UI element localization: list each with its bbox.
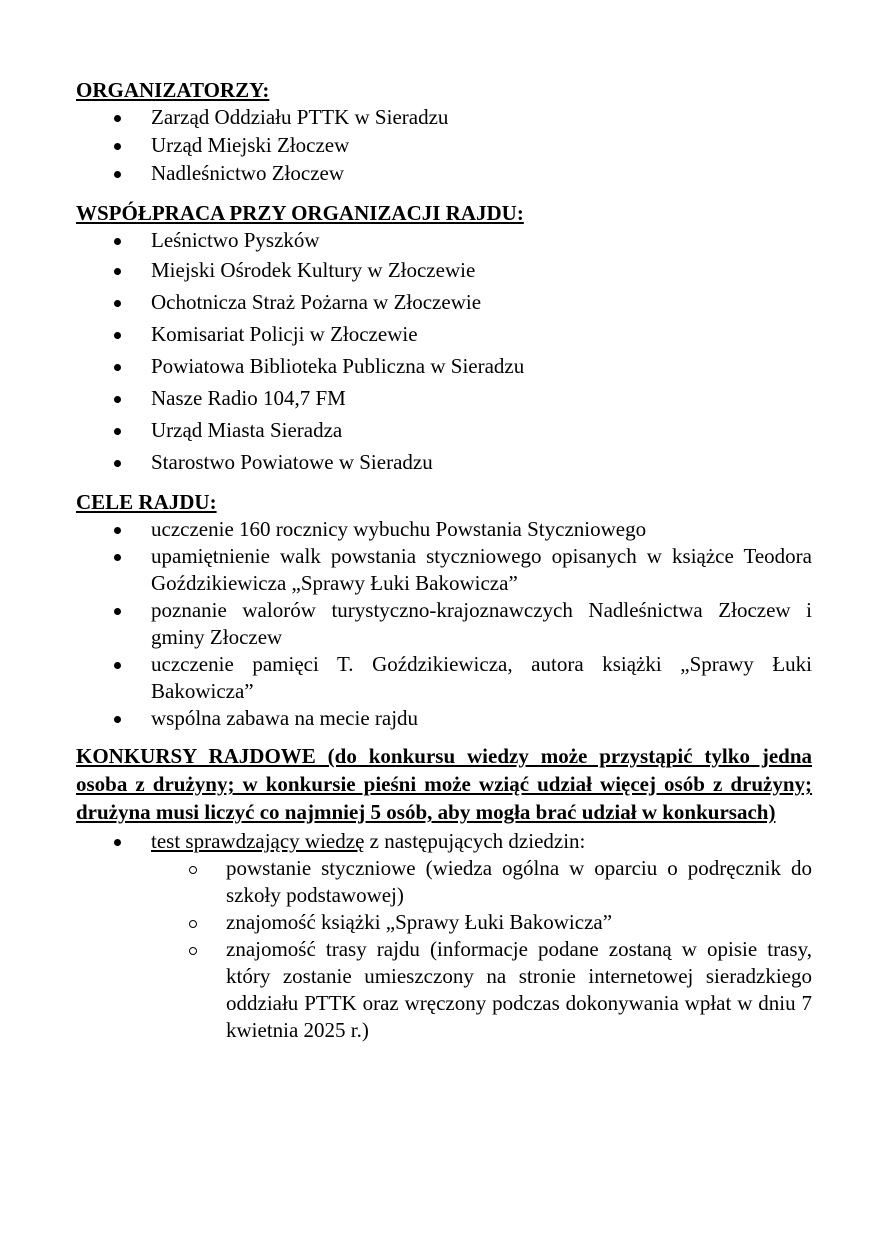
document-content [76, 77, 812, 1044]
bullet-icon [114, 396, 121, 403]
bullet-icon [114, 171, 121, 178]
topic-text: powstanie styczniowe (wiedza ogólna w oparciu o podręcznik do szkoły podstawowej) [226, 856, 812, 907]
list-item [76, 353, 812, 385]
bullet-icon [114, 716, 121, 723]
partner-name: Ochotnicza Straż Pożarna w Złoczewie [151, 290, 482, 314]
test-description: z następujących dziedzin: [364, 829, 586, 853]
bullet-icon [114, 527, 121, 534]
partner-name: Powiatowa Biblioteka Publiczna w Sieradzu [151, 354, 525, 378]
list-item [76, 449, 812, 477]
partner-name: Leśnictwo Pyszków [151, 228, 320, 252]
goals-list [76, 516, 812, 732]
list-item [76, 132, 812, 160]
goal-text: upamiętnienie walk powstania styczniowego opisanych w książce Teodora Goździkiewicza „Sprawy Łuki Bakowicza” [151, 544, 812, 595]
bullet-icon [114, 143, 121, 150]
goals-heading: CELE RAJDU: [76, 490, 217, 514]
list-item [76, 516, 812, 543]
list-item [76, 705, 812, 732]
bullet-icon [114, 332, 121, 339]
organizers-heading: ORGANIZATORZY: [76, 78, 270, 102]
bullet-icon [114, 460, 121, 467]
bullet-icon [114, 268, 121, 275]
partner-name: Komisariat Policji w Złoczewie [151, 322, 418, 346]
circle-bullet-icon [189, 920, 197, 928]
cooperation-heading: WSPÓŁPRACA PRZY ORGANIZACJI RAJDU: [76, 201, 524, 225]
bullet-icon [114, 662, 121, 669]
goal-text: wspólna zabawa na mecie rajdu [151, 706, 419, 730]
topic-text: znajomość trasy rajdu (informacje podane zostaną w opisie trasy, który zostanie umieszczony na stronie internetowej sieradzkiego oddziału PTTK oraz wręczony podczas dokonywania wpłat w dniu 7 kwietnia 2025 r.) [226, 937, 812, 1042]
contests-list [76, 828, 812, 855]
list-item [76, 321, 812, 353]
topic-text: znajomość książki „Sprawy Łuki Bakowicza” [226, 910, 613, 934]
bullet-icon [114, 115, 121, 122]
list-item [76, 651, 812, 705]
list-item [76, 417, 812, 449]
bullet-icon [114, 428, 121, 435]
list-item [76, 936, 812, 1044]
bullet-icon [114, 238, 121, 245]
partner-name: Starostwo Powiatowe w Sieradzu [151, 450, 433, 474]
bullet-icon [114, 839, 121, 846]
list-item [76, 160, 812, 188]
list-item [76, 289, 812, 321]
organizers-list [76, 104, 812, 188]
circle-bullet-icon [189, 866, 197, 874]
list-item [76, 227, 812, 257]
bullet-icon [114, 300, 121, 307]
list-item [76, 828, 812, 855]
list-item [76, 257, 812, 289]
goal-text: uczczenie 160 rocznicy wybuchu Powstania Styczniowego [151, 517, 647, 541]
organizer-name: Nadleśnictwo Złoczew [151, 161, 345, 185]
list-item [76, 385, 812, 417]
organizer-name: Zarząd Oddziału PTTK w Sieradzu [151, 105, 449, 129]
test-topics-list [76, 855, 812, 1044]
list-item [76, 104, 812, 132]
bullet-icon [114, 608, 121, 615]
list-item [76, 855, 812, 909]
test-label: test sprawdzający wiedzę [151, 829, 365, 853]
bullet-icon [114, 554, 121, 561]
partner-name: Miejski Ośrodek Kultury w Złoczewie [151, 258, 476, 282]
list-item [76, 909, 812, 936]
list-item [76, 543, 812, 597]
partner-name: Nasze Radio 104,7 FM [151, 386, 346, 410]
organizer-name: Urząd Miejski Złoczew [151, 133, 350, 157]
partner-name: Urząd Miasta Sieradza [151, 418, 343, 442]
goal-text: poznanie walorów turystyczno-krajoznawczych Nadleśnictwa Złoczew i gminy Złoczew [151, 598, 812, 649]
circle-bullet-icon [189, 947, 197, 955]
list-item [76, 597, 812, 651]
contests-heading: KONKURSY RAJDOWE (do konkursu wiedzy może przystąpić tylko jedna osoba z drużyny; w konkursie pieśni może wziąć udział więcej osób z drużyny; drużyna musi liczyć co najmniej 5 osób, aby mogła brać udział w konkursach) [76, 744, 812, 824]
cooperation-list [76, 227, 812, 477]
goal-text: uczczenie pamięci T. Goździkiewicza, autora książki „Sprawy Łuki Bakowicza” [151, 652, 812, 703]
bullet-icon [114, 364, 121, 371]
